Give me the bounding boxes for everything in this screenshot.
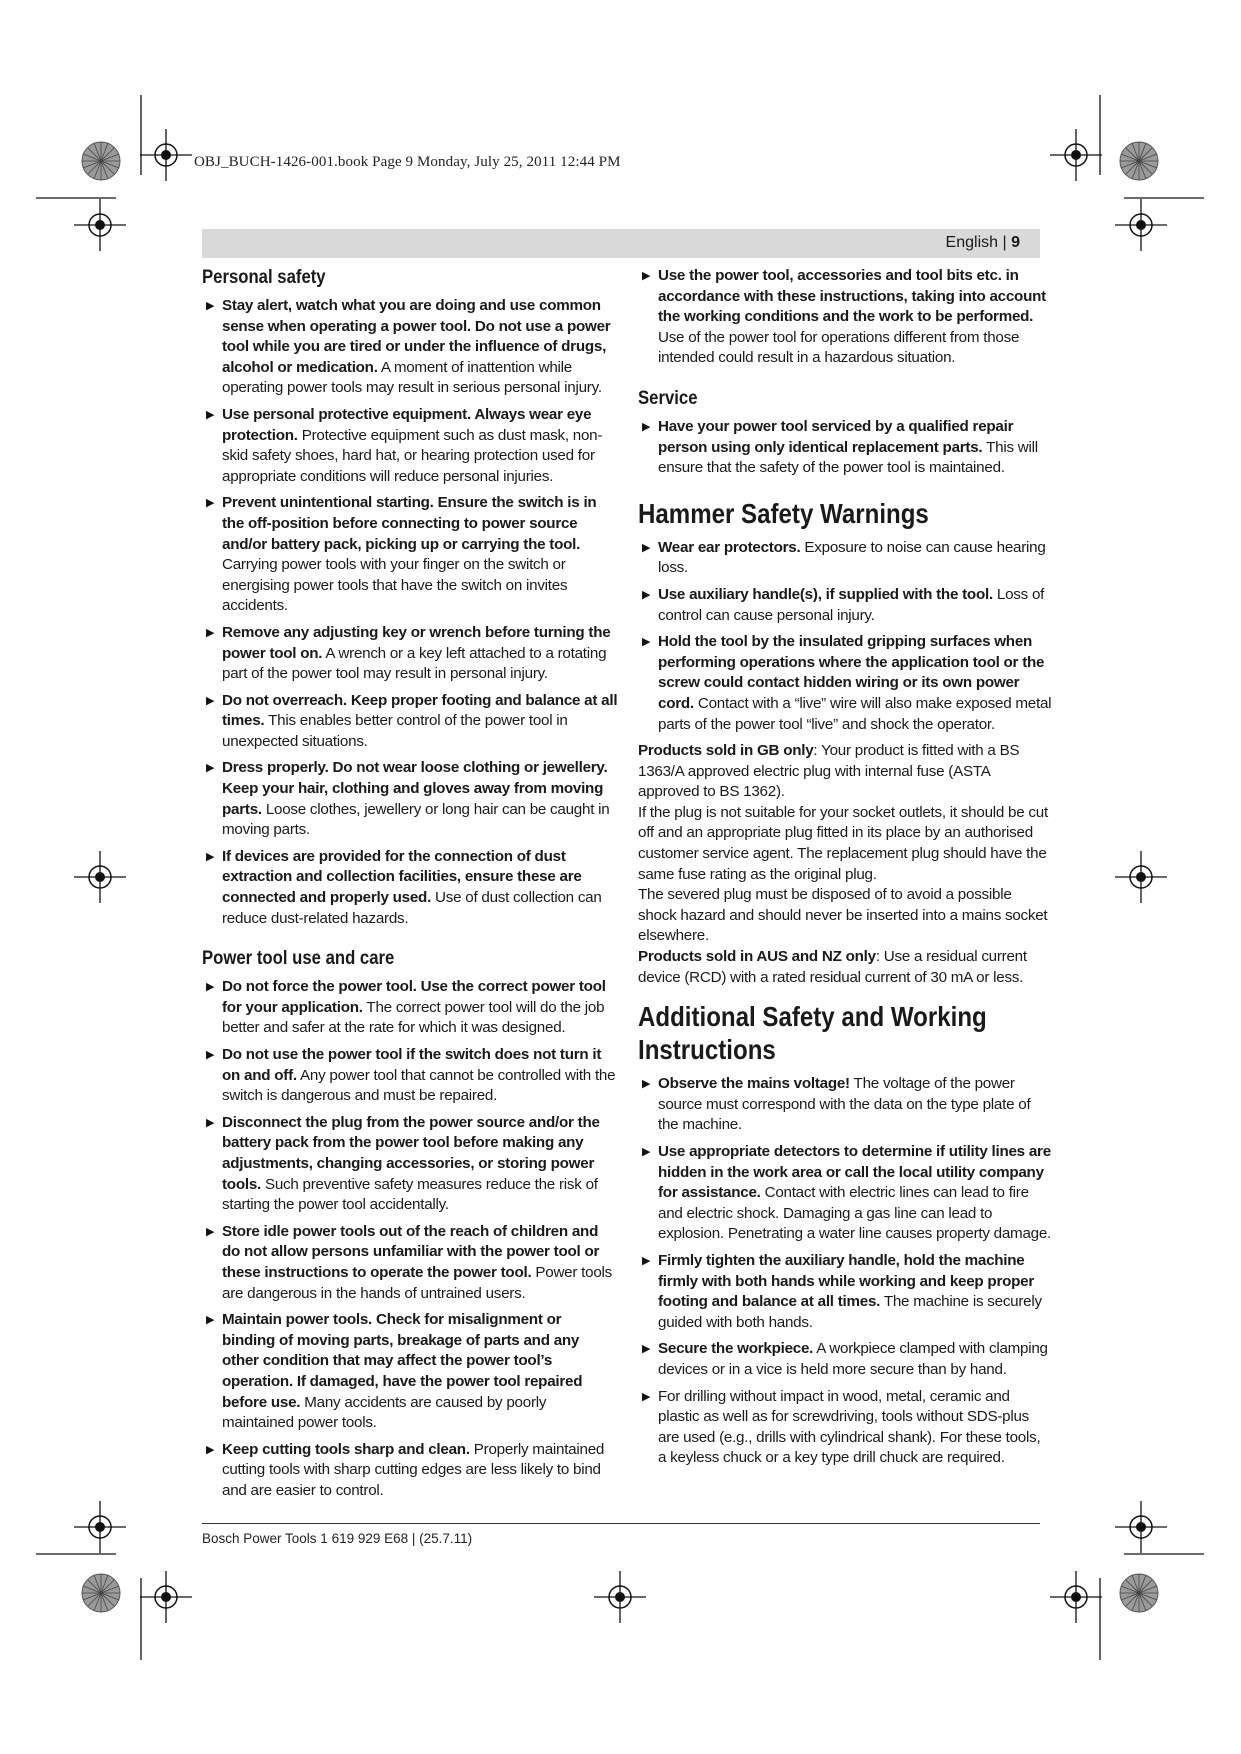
registration-mark-icon <box>140 1571 192 1623</box>
item-text: Loose clothes, jewellery or long hair can be caught in moving parts. <box>222 800 610 839</box>
additional-safety-list <box>638 1074 1052 1469</box>
item-text: Loss of control can cause personal injury. <box>658 585 1045 624</box>
item-bold-text: Maintain power tools. Check for misalignment or binding of moving parts, breakage of parts and any other condition that may affect the power tool’s operation. If damaged, have the power tool repaired before use. <box>222 1311 583 1411</box>
item-bold-text: Do not overreach. Keep proper footing and balance at all times. <box>222 691 618 730</box>
item-text: This enables better control of the power tool in unexpected situations. <box>222 712 568 750</box>
list-item <box>638 1387 1052 1469</box>
item-text: Properly maintained cutting tools with sharp cutting edges are less likely to bind and are easier to control. <box>222 1440 605 1499</box>
item-bold-text: Have your power tool serviced by a qualified repair person using only identical replacement parts. <box>658 417 1014 456</box>
item-bold-text: Use appropriate detectors to determine if utility lines are hidden in the work area or call the local utility company for assistance. <box>658 1143 1051 1202</box>
item-bold-text: Disconnect the plug from the power source and/or the battery pack from the power tool before making any adjustments, changing accessories, or storing power tools. <box>222 1113 600 1193</box>
item-text: Power tools are dangerous in the hands of untrained users. <box>222 1263 612 1302</box>
item-bold-text: Hold the tool by the insulated gripping surfaces when performing operations where the application tool or the screw could contact hidden wiring or its own power cord. <box>658 633 1045 712</box>
list-item <box>638 1339 1052 1380</box>
bullet-arrow-icon: ▶ <box>642 1146 651 1158</box>
bullet-arrow-icon: ▶ <box>206 1116 215 1129</box>
header-language-label: English <box>945 234 999 251</box>
list-item <box>202 1310 618 1434</box>
item-text: A workpiece clamped with clamping devices or in a vice is held more secure than by hand. <box>658 1340 1048 1378</box>
gb-paragraph <box>638 741 1052 803</box>
registration-mark-icon <box>74 851 126 903</box>
list-item <box>202 493 618 617</box>
item-text: Use of dust collection can reduce dust-related hazards. <box>222 889 602 927</box>
registration-mark-icon <box>1115 851 1167 903</box>
registration-mark-icon <box>140 129 192 181</box>
service-heading: Service <box>638 387 698 409</box>
registration-mark-icon <box>594 1571 646 1623</box>
item-bold-text: If devices are provided for the connection of dust extraction and collection facilities, ensure these are connected and properly used. <box>222 847 582 907</box>
bullet-arrow-icon: ▶ <box>642 1390 651 1403</box>
bullet-arrow-icon: ▶ <box>642 270 651 282</box>
hammer-safety-heading: Hammer Safety Warnings <box>638 497 929 529</box>
item-text: Many accidents are caused by poorly maintained power tools. <box>222 1393 547 1432</box>
bullet-arrow-icon: ▶ <box>206 694 215 707</box>
list-item <box>202 758 618 840</box>
list-item <box>202 1113 618 1216</box>
item-text: Exposure to noise can cause hearing loss. <box>658 538 1046 577</box>
bullet-arrow-icon: ▶ <box>206 981 215 994</box>
bullet-arrow-icon: ▶ <box>206 408 215 421</box>
item-text: The machine is securely guided with both hands. <box>658 1293 1042 1331</box>
registration-mark-icon <box>1115 199 1167 251</box>
list-item <box>638 585 1052 626</box>
left-column <box>202 266 618 1507</box>
item-bold-text: Dress properly. Do not wear loose clothing or jewellery. Keep your hair, clothing and gloves away from moving parts. <box>222 759 608 818</box>
list-item <box>202 405 618 487</box>
bullet-arrow-icon: ▶ <box>206 300 215 312</box>
list-item <box>202 1440 618 1502</box>
list-item <box>638 1074 1052 1136</box>
registration-mark-icon <box>1115 1501 1167 1553</box>
item-bold-text: Do not use the power tool if the switch does not turn it on and off. <box>222 1046 602 1084</box>
header-separator: | <box>1002 234 1007 251</box>
registration-mark-icon <box>1050 129 1102 181</box>
bullet-arrow-icon: ▶ <box>642 636 651 649</box>
bullet-arrow-icon: ▶ <box>642 1254 651 1267</box>
item-bold-text: Wear ear protectors. <box>658 538 801 556</box>
item-text: Protective equipment such as dust mask, non-skid safety shoes, hard hat, or hearing protection used for appropriate conditions will reduce personal injuries. <box>222 426 603 485</box>
list-item <box>202 296 618 399</box>
list-item <box>638 1142 1052 1245</box>
list-item <box>638 417 1052 479</box>
star-target-icon <box>1120 142 1158 180</box>
list-item <box>202 691 618 753</box>
intro-list <box>638 266 1052 369</box>
item-bold-text: Firmly tighten the auxiliary handle, hold the machine firmly with both hands while working and keep proper footing and balance at all times. <box>658 1251 1035 1311</box>
item-text: Any power tool that cannot be controlled with the switch is dangerous and must be repaired. <box>222 1066 616 1105</box>
registration-mark-icon <box>74 1501 126 1553</box>
severed-plug-paragraph: The severed plug must be disposed of to avoid a possible shock hazard and should never be inserted into a mains socket elsewhere. <box>638 886 1048 945</box>
list-item <box>638 266 1052 369</box>
item-bold-text: Remove any adjusting key or wrench before turning the power tool on. <box>222 623 611 662</box>
item-text: This will ensure that the safety of the power tool is maintained. <box>658 438 1038 477</box>
item-bold-text: Stay alert, watch what you are doing and use common sense when operating a power tool. Do not use a power tool while you are tired or under the influence of drugs, alcohol or medication. <box>222 297 611 376</box>
item-text: A wrench or a key left attached to a rotating part of the power tool may result in personal injury. <box>222 644 607 683</box>
slug-line: OBJ_BUCH-1426-001.book Page 9 Monday, July 25, 2011 12:44 PM <box>194 154 621 170</box>
personal-safety-list <box>202 296 618 929</box>
item-bold-text: Observe the mains voltage! <box>658 1075 850 1093</box>
power-tool-use-list <box>202 977 618 1501</box>
power-tool-use-heading: Power tool use and care <box>202 948 395 970</box>
item-bold-text: Do not force the power tool. Use the correct power tool for your application. <box>222 978 606 1016</box>
bullet-arrow-icon: ▶ <box>206 1443 215 1456</box>
item-text: Contact with electric lines can lead to fire and electric shock. Damaging a gas line can lead to explosion. Penetrating a water line causes property damage. <box>658 1184 1052 1243</box>
list-item <box>202 1222 618 1304</box>
item-text: Use of the power tool for operations different from those intended could result in a hazardous situation. <box>658 328 1020 367</box>
item-bold-text: Secure the workpiece. <box>658 1340 814 1358</box>
list-item <box>638 1251 1052 1333</box>
item-bold-text: Use the power tool, accessories and tool bits etc. in accordance with these instructions, taking into account the working conditions and the work to be performed. <box>658 267 1046 326</box>
bullet-arrow-icon: ▶ <box>206 762 215 775</box>
plug-paragraph: If the plug is not suitable for your socket outlets, it should be cut off and an appropriate plug fitted in its place by an authorised customer service agent. The replacement plug should have the same fuse rating as the original plug. <box>638 803 1048 883</box>
footer: Bosch Power Tools 1 619 929 E68 | (25.7.11) <box>202 1531 473 1546</box>
registration-mark-icon <box>1050 1571 1102 1623</box>
bullet-arrow-icon: ▶ <box>642 420 651 433</box>
list-item <box>638 632 1052 735</box>
footer-rule <box>202 1523 1040 1524</box>
bullet-arrow-icon: ▶ <box>642 1343 651 1356</box>
hammer-safety-list <box>638 538 1052 735</box>
service-list <box>638 417 1052 479</box>
item-text: The correct power tool will do the job better and safer at the rate for which it was designed. <box>222 998 605 1037</box>
personal-safety-heading: Personal safety <box>202 267 326 288</box>
bullet-arrow-icon: ▶ <box>642 1078 651 1091</box>
bullet-arrow-icon: ▶ <box>206 1049 215 1061</box>
aus-label: Products sold in AUS and NZ only <box>638 948 876 966</box>
list-item <box>202 1045 618 1107</box>
item-bold-text: Store idle power tools out of the reach of children and do not allow persons unfamiliar with the power tool or these instructions to operate the power tool. <box>222 1222 600 1281</box>
gb-label: Products sold in GB only <box>638 742 814 760</box>
item-text: A moment of inattention while operating power tools may result in serious personal injury. <box>222 358 602 397</box>
star-target-icon <box>1120 1574 1158 1612</box>
list-item <box>202 847 618 929</box>
aus-paragraph <box>638 947 1052 988</box>
bullet-arrow-icon: ▶ <box>206 497 215 510</box>
running-header <box>202 229 1040 258</box>
item-text: Such preventive safety measures reduce the risk of starting the power tool accidentally. <box>222 1175 598 1214</box>
item-text: For drilling without impact in wood, metal, ceramic and plastic as well as for screwdriving, tools without SDS-plus are used (e.g., drills with cylindrical shank). For these tools, a keyless chuck or a key type drill chuck are required. <box>658 1387 1041 1467</box>
star-target-icon <box>82 142 120 180</box>
registration-mark-icon <box>74 199 126 251</box>
list-item <box>202 977 618 1039</box>
aus-text: : Use a residual current device (RCD) with a rated residual current of 30 mA or less. <box>638 948 1027 986</box>
bullet-arrow-icon: ▶ <box>206 850 215 863</box>
bullet-arrow-icon: ▶ <box>642 588 651 601</box>
gb-text: : Your product is fitted with a BS 1363/A approved electric plug with internal fuse (ASTA approved to BS 1362). <box>638 742 1020 801</box>
item-bold-text: Use personal protective equipment. Always wear eye protection. <box>222 405 592 444</box>
item-text: The voltage of the power source must correspond with the data on the type plate of the machine. <box>658 1075 1031 1134</box>
item-bold-text: Use auxiliary handle(s), if supplied with the tool. <box>658 585 993 603</box>
bullet-arrow-icon: ▶ <box>206 1314 215 1327</box>
bullet-arrow-icon: ▶ <box>642 541 651 554</box>
page-number: 9 <box>1011 234 1020 251</box>
list-item <box>638 538 1052 579</box>
item-text: Carrying power tools with your finger on the switch or energising power tools that have the switch on invites accidents. <box>222 556 568 615</box>
list-item <box>202 623 618 685</box>
right-column <box>638 266 1052 1475</box>
additional-safety-heading: Additional Safety and Working Instructions <box>638 1001 987 1066</box>
star-target-icon <box>82 1574 120 1612</box>
item-bold-text: Prevent unintentional starting. Ensure the switch is in the off-position before connecting to power source and/or battery pack, picking up or carrying the tool. <box>222 494 597 553</box>
bullet-arrow-icon: ▶ <box>206 626 215 639</box>
item-bold-text: Keep cutting tools sharp and clean. <box>222 1440 470 1458</box>
bullet-arrow-icon: ▶ <box>206 1225 215 1238</box>
item-text: Contact with a “live” wire will also make exposed metal parts of the power tool “live” and shock the operator. <box>658 694 1052 733</box>
header-language <box>946 234 1020 252</box>
